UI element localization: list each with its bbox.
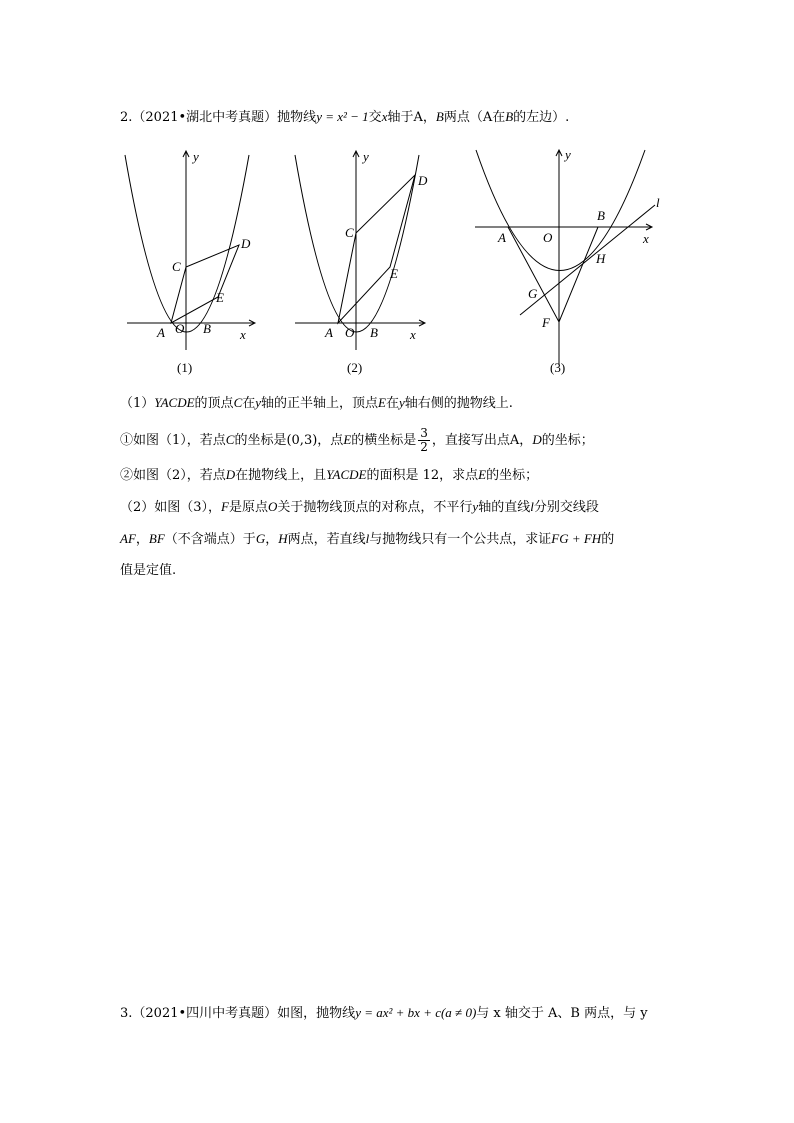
svg-text:y: y [565, 147, 571, 162]
svg-text:C: C [345, 225, 354, 240]
figure-1 [115, 145, 265, 375]
svg-text:A: A [325, 325, 333, 340]
parabola [295, 155, 419, 332]
svg-text:C: C [172, 259, 181, 274]
figure-3 [470, 145, 670, 375]
part-2-line-2: AF，BF（不含端点）于G，H两点，若直线l与抛物线只有一个公共点，求证FG + FH的 [120, 531, 615, 547]
svg-text:O: O [345, 325, 355, 340]
part-2-line-1: （2）如图（3），F是原点O关于抛物线顶点的对称点，不平行y轴的直线l分别交线段 [120, 499, 599, 515]
parabola [125, 155, 249, 332]
svg-text:B: B [370, 325, 378, 340]
equation: y = ax² + bx + c(a ≠ 0) [355, 1005, 477, 1020]
svg-text:D: D [418, 173, 428, 188]
svg-text:y: y [363, 149, 369, 164]
problem-number: 2. [120, 110, 133, 125]
problem-source: （2021•湖北中考真题） [132, 110, 278, 125]
svg-text:F: F [542, 315, 550, 330]
svg-text:E: E [390, 266, 398, 281]
coordinate: (0,3) [286, 433, 318, 448]
svg-text:O: O [175, 321, 185, 336]
parallelogram-acde [171, 245, 239, 323]
svg-text:A: A [157, 325, 165, 340]
problem-2-stem: 2.（2021•湖北中考真题）抛物线y = x² − 1交x轴于A，B两点（A在B的左边）. [120, 109, 570, 125]
svg-text:x: x [410, 327, 416, 342]
svg-text:O: O [543, 230, 553, 245]
figure-2 [285, 145, 435, 375]
svg-text:H: H [596, 251, 606, 266]
figure-caption: (1) [177, 360, 193, 375]
parallelogram-acde [338, 175, 415, 323]
problem-3-stem: 3.（2021•四川中考真题）如图，抛物线y = ax² + bx + c(a ≠ 0)与 x 轴交于 A、B 两点，与 y [120, 1005, 648, 1021]
svg-text:E: E [216, 290, 224, 305]
svg-text:G: G [528, 286, 538, 301]
svg-text:D: D [241, 236, 251, 251]
part-2-line-3: 值是定值. [120, 563, 177, 578]
part-1-intro: （1）YACDE的顶点C在y轴的正半轴上，顶点E在y轴右侧的抛物线上. [120, 395, 513, 411]
svg-text:l: l [656, 195, 660, 210]
triangle-afb [508, 227, 598, 322]
figure-caption: (2) [347, 360, 363, 375]
svg-text:B: B [597, 208, 605, 223]
parabola [476, 150, 645, 271]
problem-number: 3. [120, 1006, 133, 1021]
fraction-three-halves: $\frac{3}{2}$ [420, 426, 428, 454]
problem-source: （2021•四川中考真题） [132, 1006, 278, 1021]
svg-text:A: A [498, 230, 506, 245]
svg-text:y: y [193, 149, 199, 164]
question-2: ②如图（2），若点D在抛物线上，且YACDE的面积是 12，求点E的坐标； [120, 467, 539, 483]
svg-text:B: B [203, 321, 211, 336]
svg-text:x: x [240, 327, 246, 342]
tangent-line-l [520, 205, 655, 315]
svg-text:x: x [643, 231, 649, 246]
figure-caption: (3) [550, 360, 566, 375]
question-1: ①如图（1），若点C的坐标是(0,3)，点E的横坐标是 $\frac{3}{2}$ ，直接写出点A，D的坐标； [120, 426, 594, 454]
equation: y = x² − 1 [316, 109, 369, 124]
